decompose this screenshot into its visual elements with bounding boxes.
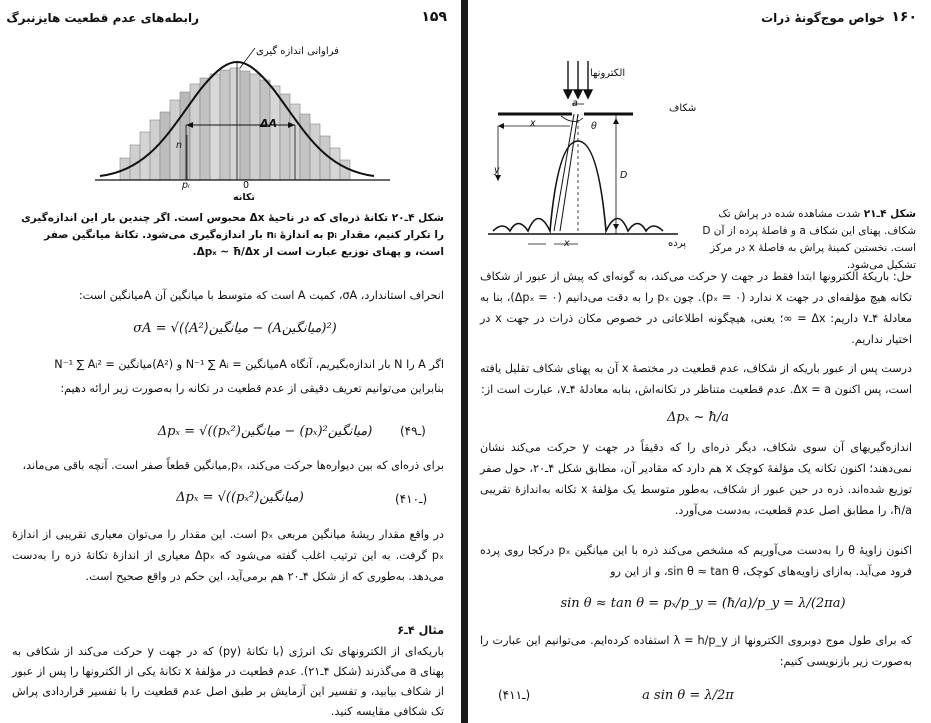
- zero-label: 0: [243, 180, 250, 191]
- electron-arrows: [564, 61, 592, 98]
- figure-momentum-distribution: [90, 40, 420, 205]
- slit-label: شکاف: [669, 103, 697, 114]
- frequency-label: فراوانی اندازه گیری: [256, 46, 339, 57]
- page-gutter: [461, 0, 468, 723]
- eq-4-10-number: (۴ـ۱۰): [395, 492, 428, 506]
- eq-4-11-number: (۴ـ۱۱): [498, 688, 531, 702]
- figure-single-slit-diffraction: [488, 56, 688, 251]
- left-running-header: [0, 8, 461, 28]
- bottom-x-label: x: [564, 238, 570, 249]
- left-header-title: رابطه‌های عدم قطعیت هایزنبرگ: [6, 11, 199, 25]
- a-label: a: [572, 98, 578, 109]
- eq-sigma: σA = √(⟨A²⟩میانگین − (Aمیانگین)²): [133, 321, 337, 336]
- example-title: مثال ۴ـ۶: [397, 624, 444, 637]
- figure-4-20-caption: شکل ۴ـ۲۰ تکانهٔ ذره‌ای که در ناحیهٔ Δx محبوس است. اگر چندین بار این اندازه‌گیری را تکرار کنیم، مقدار pᵢ به اندازهٔ nᵢ بار اندازه‌گیری می‌شود. تکانهٔ میانگین صفر است، و پهنای توزیع عبارت است از Δpₓ ~ ħ/Δx.: [21, 212, 444, 258]
- left-paragraph-5: در واقع مقدار ریشهٔ میانگین مربعی pₓ است. این مقدار را می‌توان معیاری تقریبی از اندازهٔ pₓ گرفت. به این ترتیب اغلب گفته می‌شود که Δpₓ معیاری از اندازهٔ تکانهٔ ذره را به‌دست می‌دهد. به‌طوری که از شکل ۴ـ۲۰ هم برمی‌آید، این حکم در واقع صحیح است.: [12, 528, 445, 583]
- left-paragraph-2: اگر A را N بار اندازه‌بگیریم، آنگاه Aمیانگین = N⁻¹ ∑ Aᵢ و (A²)میانگین = N⁻¹ ∑ Aᵢ²: [54, 358, 444, 371]
- delta-a-label: ΔA: [260, 117, 278, 130]
- left-page: [0, 0, 461, 723]
- eq-4-9-number: (۴ـ۹): [400, 424, 426, 438]
- left-paragraph-3: بنابراین می‌توانیم تعریف دقیقی از عدم قطعیت در تکانه را به‌صورت زیر ارائه دهیم:: [60, 382, 444, 395]
- figure-4-21-caption-text: شدت مشاهده شده در پراش تک شکاف. پهنای این شکاف a و فاصلهٔ پرده از آن D است. نخستین کمینهٔ پراش به فاصلهٔ x در مرکز تشکیل می‌شود.: [702, 208, 916, 271]
- figure-4-21-caption-title: شکل ۴ـ۲۱: [863, 208, 916, 220]
- right-page: [468, 0, 931, 723]
- eq-sin-theta: sin θ ≈ tan θ = pₓ/p_y = (ħ/a)/p_y = λ/(2πa): [560, 596, 846, 611]
- x-axis-label: x: [530, 118, 536, 129]
- right-header-title: خواص موج‌گونهٔ ذرات: [761, 11, 885, 25]
- left-paragraph-1: انحراف استاندارد، σA، کمیت A است که متوسط با میانگین آن Aمیانگین است:: [78, 289, 444, 302]
- right-paragraph-2: درست پس از عبور باریکه از شکاف، عدم قطعیت در مختصهٔ x آن به پهنای شکاف تقلیل یافته است، پس اکنون Δx = a. عدم قطعیت متناظر در تکانه‌اش، بنابه معادلهٔ ۴ـ۷، عبارت است از:: [480, 362, 913, 396]
- left-paragraph-6: باریکه‌ای از الکترونهای تک انرژی (با تکانهٔ (py) که در جهت y حرکت می‌کند از شکافی به پهنای a می‌گذرند (شکل ۴ـ۲۱). عدم قطعیت در مؤلفهٔ x تکانهٔ یکی از الکترونها را پس از عبور از شکاف بیابید، و تفسیر این آزمایش بر طبق اصل عدم قطعیت را با تفسیر قراردادی پراش تک شکافی مقایسه کنید.: [12, 645, 444, 718]
- d-label: D: [620, 170, 628, 181]
- screen-label: پرده: [668, 238, 686, 249]
- n-label: n: [176, 140, 183, 151]
- left-page-number: ۱۵۹: [421, 9, 447, 25]
- histogram-bars: [120, 68, 350, 180]
- theta-label: θ: [591, 121, 597, 132]
- eq-4-9: Δpₓ = √((pₓ²)میانگین − (pₓ)²میانگین): [157, 424, 373, 439]
- left-paragraph-4: برای ذره‌ای که بین دیواره‌ها حرکت می‌کند، pₓ,میانگین قطعاً صفر است. آنچه باقی می‌ماند،: [22, 459, 444, 472]
- right-paragraph-5: که برای طول موج دوبروی الکترونها از λ = h/p_y استفاده کرده‌ایم. می‌توانیم این عبارت را به‌صورت زیر بازنویسی کنیم:: [480, 634, 912, 668]
- electrons-label: الکترونها: [590, 68, 626, 79]
- eq-delta-p: Δpₓ ~ ħ/a: [667, 410, 729, 425]
- figure-4-21-caption: [690, 206, 916, 274]
- right-paragraph-4: اکنون زاویهٔ θ را به‌دست می‌آوریم که مشخص می‌کند ذره با این میانگین pₓ درکجا روی پرده فرود می‌آید. به‌ازای زاویه‌های کوچک، sin θ ≈ tan θ، و از این رو: [480, 544, 912, 578]
- momentum-axis-label: تکانه: [233, 192, 255, 203]
- right-running-header: [468, 8, 931, 28]
- pi-label: pᵢ: [182, 180, 190, 191]
- eq-4-11: a sin θ = λ/2π: [642, 688, 734, 703]
- right-paragraph-3: اندازه‌گیریهای آن سوی شکاف، دیگر ذره‌ای را که دقیقاً در جهت y حرکت می‌کند نشان نمی‌دهند؛ اکنون تکانه یک مؤلفهٔ کوچک x هم دارد که مقادیر آن، مطابق شکل ۴ـ۲۰، حول صفر توزیع شده‌اند. ذره در حین عبور از شکاف، به‌طور متوسط یک مؤلفهٔ x تکانه به‌اندازهٔ تقریبی ħ/a، را مطابق اصل عدم قطعیت، به‌دست می‌آورد.: [480, 441, 912, 517]
- right-paragraph-1: حل: باریکهٔ الکترونها ابتدا فقط در جهت y حرکت می‌کند، به گونه‌ای که پیش از عبور از شکاف تکانه هیچ مؤلفه‌ای در جهت x ندارد (pₓ = ۰). چون pₓ را به دقت می‌دانیم (Δpₓ = ۰)، بنا به معادلهٔ ۴ـ۷ داریم: Δx = ∞؛ یعنی، هیچگونه اطلاعاتی در خصوص مکان ذرات در جهت x در اختیار نداریم.: [480, 270, 913, 346]
- right-page-number: ۱۶۰: [891, 9, 917, 25]
- eq-4-10: Δpₓ = √((pₓ²)میانگین): [176, 490, 304, 505]
- y-axis-label: y: [494, 165, 500, 176]
